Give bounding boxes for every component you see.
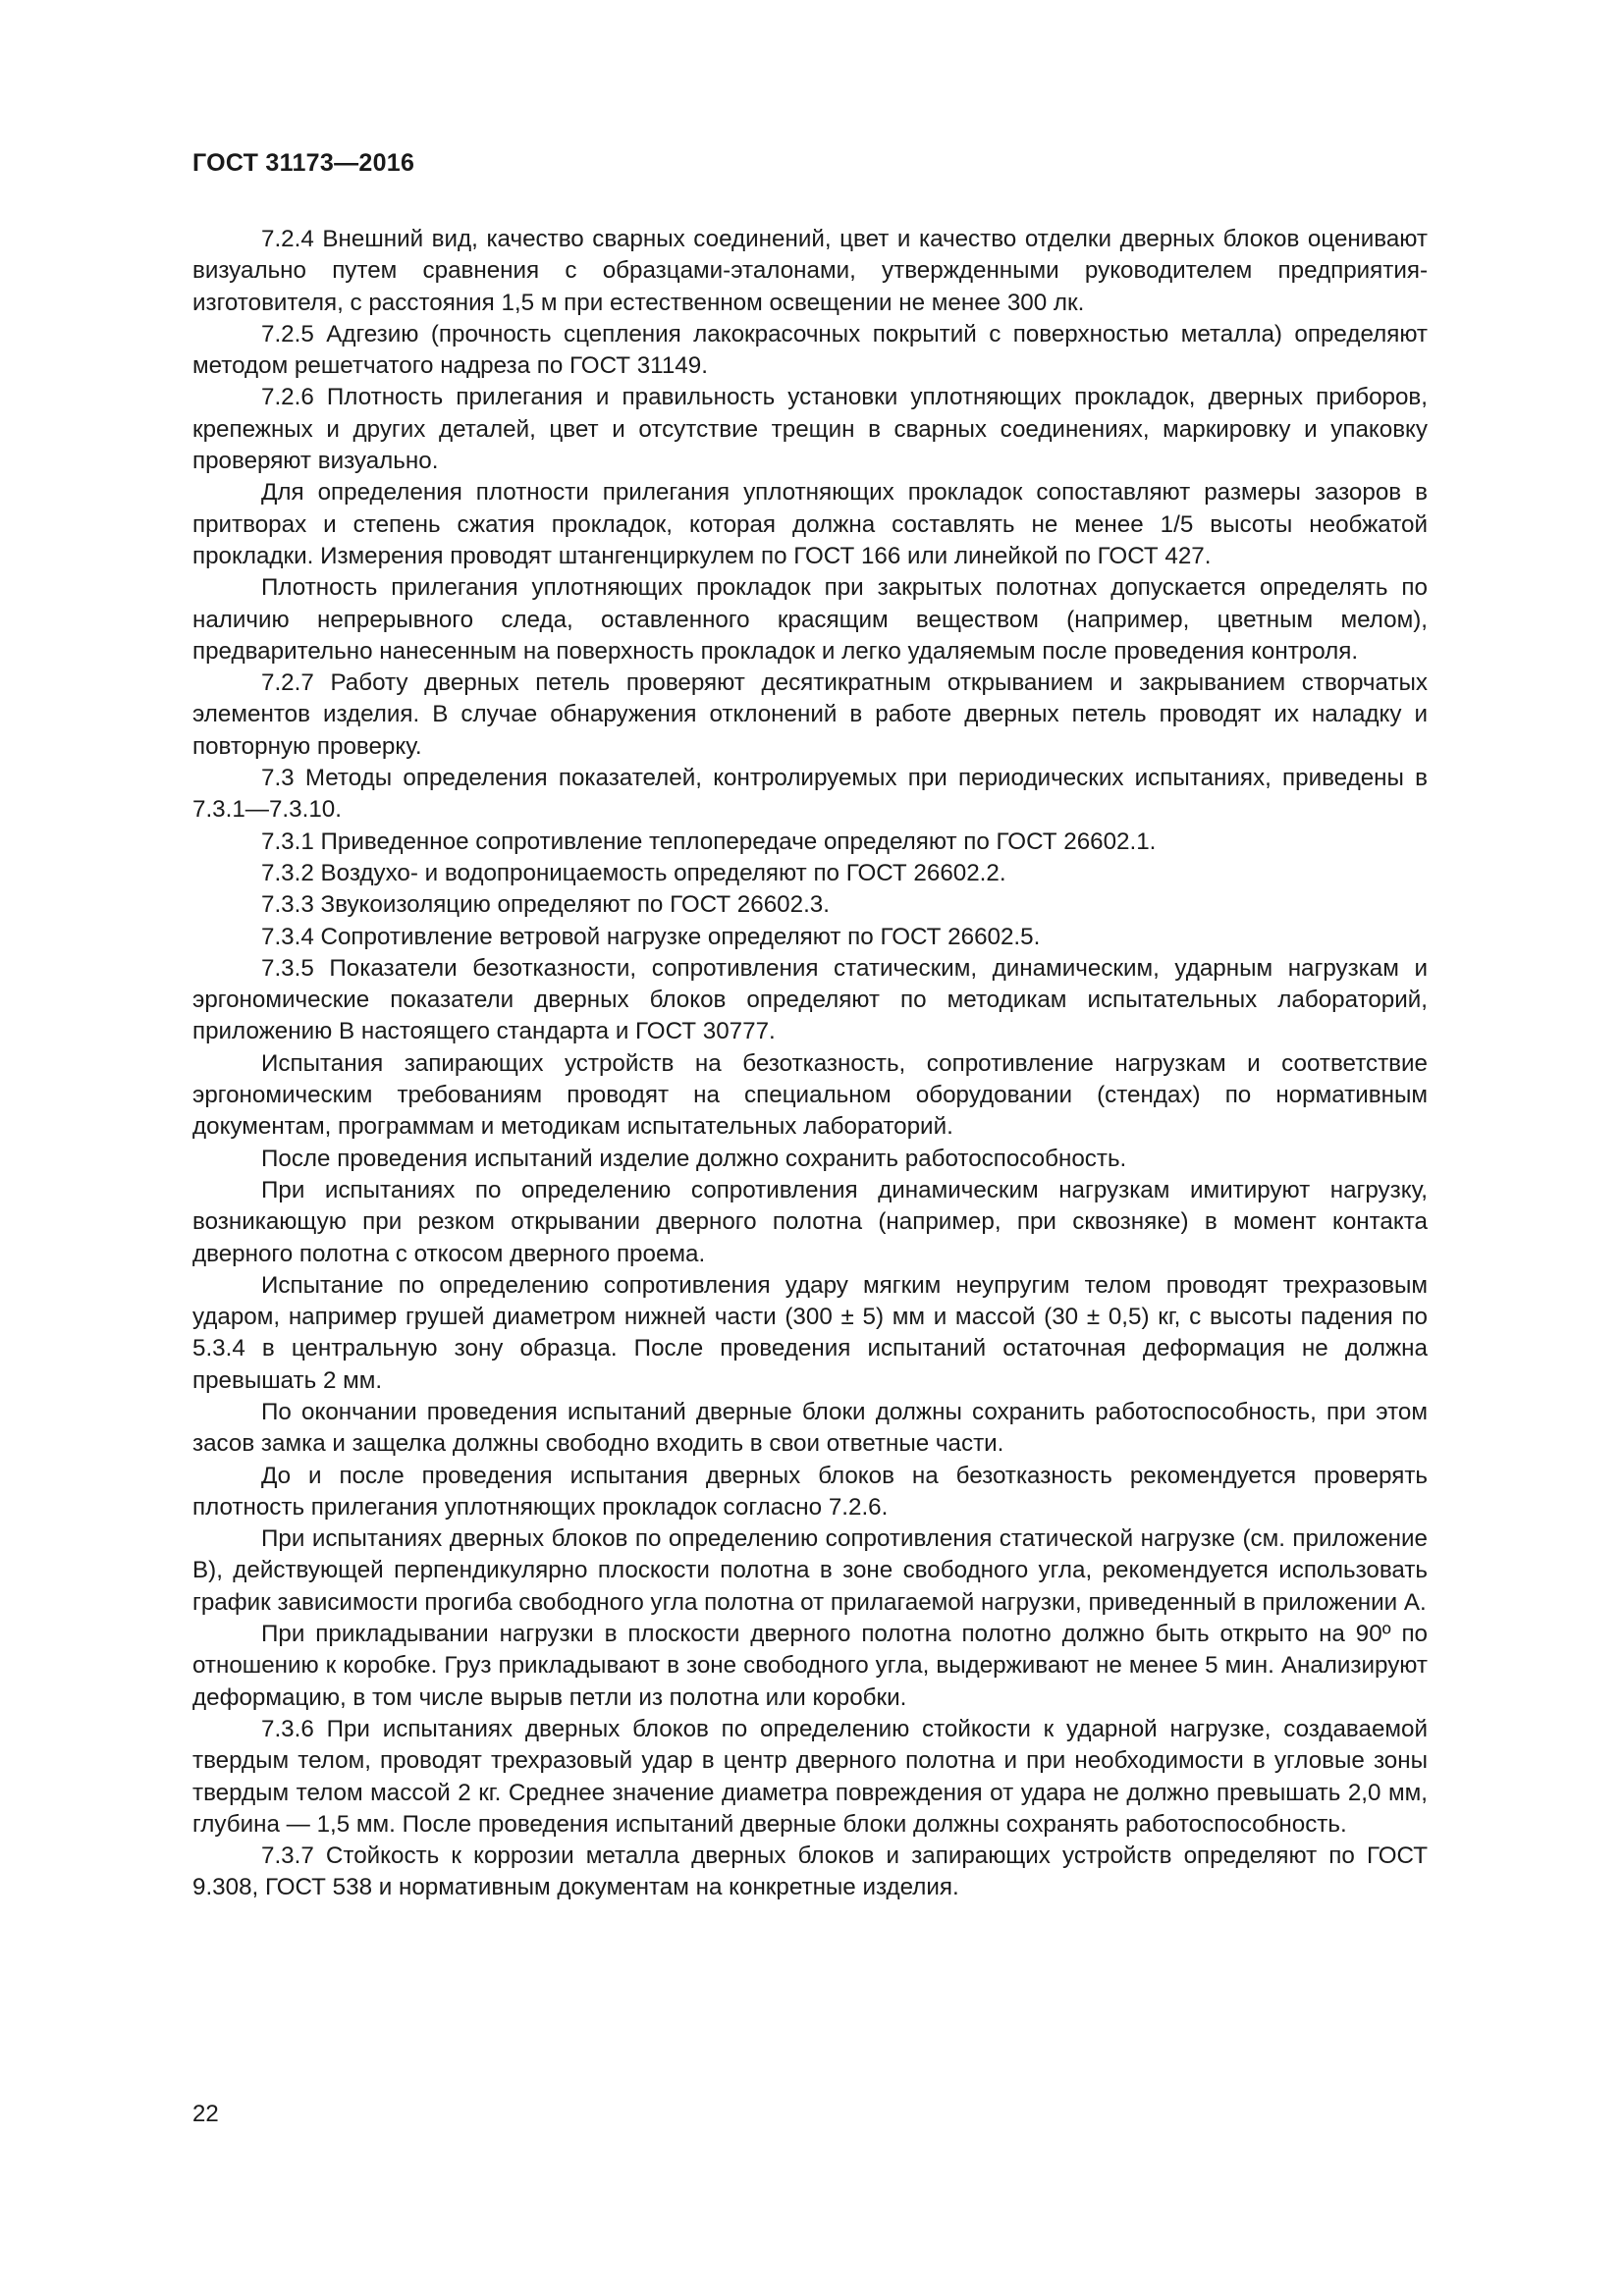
page-number: 22 xyxy=(192,2101,219,2127)
paragraph: 7.3.6 При испытаниях дверных блоков по определению стойкости к ударной нагрузке, создаваемой твердым телом, проводят трехразовый удар в центр дверного полотна и при необходимости в угловые зоны твердым телом массой 2 кг. Среднее значение диаметра повреждения от удара не должно превышать 2,0 мм, глубина — 1,5 мм. После проведения испытаний дверные блоки должны сохранять работоспособность. xyxy=(192,1715,1428,1838)
paragraph: Для определения плотности прилегания уплотняющих прокладок сопоставляют размеры зазоров в притворах и степень сжатия прокладок, которая должна составлять не менее 1/5 высоты необжатой прокладки. Измерения проводят штангенциркулем по ГОСТ 166 или линейкой по ГОСТ 427. xyxy=(192,479,1428,569)
paragraph: 7.2.5 Адгезию (прочность сцепления лакокрасочных покрытий с поверхностью металла) определяют методом решетчатого надреза по ГОСТ 31149. xyxy=(192,320,1428,380)
paragraph: 7.3.2 Воздухо- и водопроницаемость определяют по ГОСТ 26602.2. xyxy=(261,859,1006,886)
paragraph: При прикладывании нагрузки в плоскости дверного полотна полотно должно быть открыто на 90º по отношению к коробке. Груз прикладывают в зоне свободного угла, выдерживают не менее 5 мин. Анализируют деформацию, в том числе вырыв петли из полотна или коробки. xyxy=(192,1621,1428,1711)
paragraph: При испытаниях по определению сопротивления динамическим нагрузкам имитируют нагрузку, возникающую при резком открывании дверного полотна (например, при сквозняке) в момент контакта дверного полотна с откосом дверного проема. xyxy=(192,1176,1428,1267)
document-body xyxy=(192,224,1428,1904)
paragraph: 7.3.4 Сопротивление ветровой нагрузке определяют по ГОСТ 26602.5. xyxy=(261,923,1041,950)
paragraph: Испытания запирающих устройств на безотказность, сопротивление нагрузкам и соответствие эргономическим требованиям проводят на специальном оборудовании (стендах) по нормативным документам, программам и методикам испытательных лабораторий. xyxy=(192,1049,1428,1141)
paragraph: 7.3.5 Показатели безотказности, сопротивления статическим, динамическим, ударным нагрузкам и эргономические показатели дверных блоков определяют по методикам испытательных лабораторий, приложению В настоящего стандарта и ГОСТ 30777. xyxy=(192,954,1428,1045)
paragraph: Плотность прилегания уплотняющих прокладок при закрытых полотнах допускается определять по наличию непрерывного следа, оставленного красящим веществом (например, цветным мелом), предварительно нанесенным на поверхность прокладок и легко удаляемым после проведения контроля. xyxy=(192,574,1428,665)
paragraph: 7.2.4 Внешний вид, качество сварных соединений, цвет и качество отделки дверных блоков оценивают визуально путем сравнения с образцами-эталонами, утвержденными руководителем предприятия-изготовителя, с расстояния 1,5 м при естественном освещении не менее 300 лк. xyxy=(192,226,1428,316)
paragraph: 7.2.7 Работу дверных петель проверяют десятикратным открыванием и закрыванием створчатых элементов изделия. В случае обнаружения отклонений в работе дверных петель проводят их наладку и повторную проверку. xyxy=(192,669,1428,760)
paragraph: По окончании проведения испытаний дверные блоки должны сохранить работоспособность, при этом засов замка и защелка должны свободно входить в свои ответные части. xyxy=(192,1398,1428,1458)
paragraph: До и после проведения испытания дверных блоков на безотказность рекомендуется проверять плотность прилегания уплотняющих прокладок согласно 7.2.6. xyxy=(192,1462,1428,1521)
paragraph: 7.2.6 Плотность прилегания и правильность установки уплотняющих прокладок, дверных приборов, крепежных и других деталей, цвет и отсутствие трещин в сварных соединениях, маркировку и упаковку проверяют визуально. xyxy=(192,384,1428,475)
paragraph: 7.3.1 Приведенное сопротивление теплопередаче определяют по ГОСТ 26602.1. xyxy=(261,828,1157,855)
paragraph: При испытаниях дверных блоков по определению сопротивления статической нагрузке (см. приложение В), действующей перпендикулярно плоскости полотна в зоне свободного угла, рекомендуется использовать график зависимости прогиба свободного угла полотна от прилагаемой нагрузки, приведенный в приложении А. xyxy=(192,1525,1428,1616)
paragraph: 7.3.7 Стойкость к коррозии металла дверных блоков и запирающих устройств определяют по ГОСТ 9.308, ГОСТ 538 и нормативным документам на конкретные изделия. xyxy=(192,1842,1428,1901)
paragraph: Испытание по определению сопротивления удару мягким неупругим телом проводят трехразовым ударом, например грушей диаметром нижней части (300 ± 5) мм и массой (30 ± 0,5) кг, с высоты падения по 5.3.4 в центральную зону образца. После проведения испытаний остаточная деформация не должна превышать 2 мм. xyxy=(192,1271,1428,1394)
document-header: ГОСТ 31173—2016 xyxy=(192,149,415,177)
paragraph: 7.3 Методы определения показателей, контролируемых при периодических испытаниях, приведены в 7.3.1—7.3.10. xyxy=(192,765,1428,824)
paragraph: После проведения испытаний изделие должно сохранить работоспособность. xyxy=(261,1145,1127,1172)
paragraph: 7.3.3 Звукоизоляцию определяют по ГОСТ 26602.3. xyxy=(261,891,830,919)
